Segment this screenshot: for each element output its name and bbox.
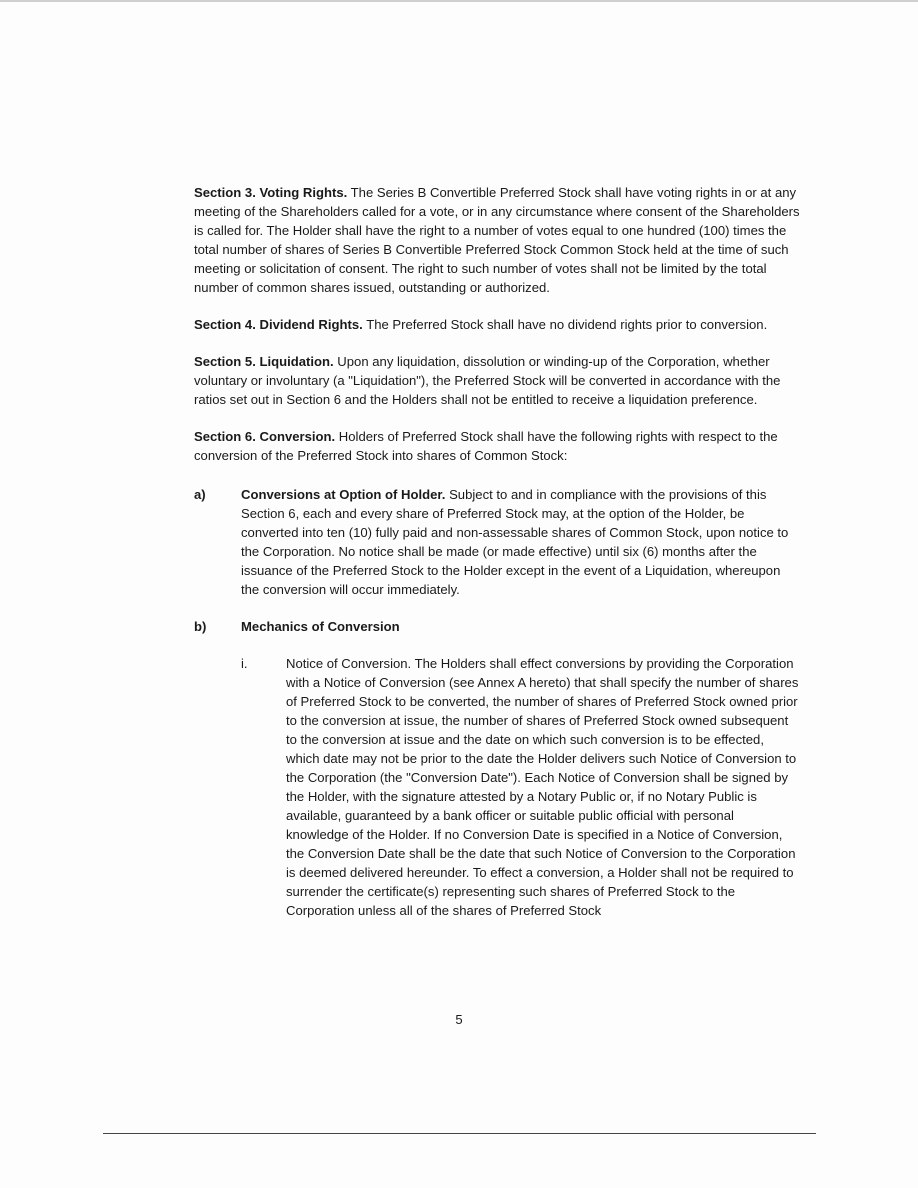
section-3-text: The Series B Convertible Preferred Stock shall have voting rights in or at any meeting of the Shareholders called for a vote, or in any circumstance where consent of the Shareholders is called for. The Holder shall have the right to a number of votes equal to one hundred (100) times the total number of shares of Series B Convertible Preferred Stock Common Stock held at the time of such meeting or solicitation of consent. The right to such number of votes shall not be limited by the total number of common shares issued, outstanding or authorized. — [194, 185, 800, 295]
section-4-dividend-rights — [194, 315, 800, 334]
page-number: 5 — [455, 1012, 463, 1027]
section-3-voting-rights — [194, 183, 800, 297]
sub-marker-i: i. — [241, 656, 248, 671]
section-6-heading: Section 6. Conversion. — [194, 429, 336, 444]
section-3-heading: Section 3. Voting Rights. — [194, 185, 348, 200]
section-5-text: Upon any liquidation, dissolution or winding-up of the Corporation, whether voluntary or involuntary (a "Liquidation"), the Preferred Stock will be converted in accordance with the ratios set out in Section 6 and the Holders shall not be entitled to receive a liquidation preference. — [194, 354, 781, 407]
sub-item-i-text: Notice of Conversion. The Holders shall effect conversions by providing the Corporation with a Notice of Conversion (see Annex A hereto) that shall specify the number of shares of Preferred Stock to be converted, the number of shares of Preferred Stock owned prior to the conversion at issue, the number of shares of Preferred Stock owned subsequent to the conversion at issue and the date on which such conversion is to be effected, which date may not be prior to the date the Holder delivers such Notice of Conversion to the Corporation (the "Conversion Date"). Each Notice of Conversion shall be signed by the Holder, with the signature attested by a Notary Public or, if no Notary Public is available, guaranteed by a bank officer or suitable public official with personal knowledge of the Holder. If no Conversion Date is specified in a Notice of Conversion, the Conversion Date shall be the date that such Notice of Conversion to the Corporation is deemed delivered hereunder. To effect a conversion, a Holder shall not be required to surrender the certificate(s) representing such shares of Preferred Stock to the Corporation unless all of the shares of Preferred Stock — [286, 656, 799, 918]
list-marker-a: a) — [194, 487, 206, 502]
list-item-b — [194, 617, 800, 636]
item-a-heading: Conversions at Option of Holder. — [241, 487, 446, 502]
list-marker-b: b) — [194, 619, 207, 634]
section-5-liquidation — [194, 352, 800, 409]
item-a-text: Subject to and in compliance with the provisions of this Section 6, each and every share of Preferred Stock may, at the option of the Holder, be converted into ten (10) fully paid and non-assessable shares of Common Stock, upon notice to the Corporation. No notice shall be made (or made effective) until six (6) months after the issuance of the Preferred Stock to the Holder except in the event of a Liquidation, whereupon the conversion will occur immediately. — [241, 487, 789, 597]
top-edge-line — [0, 0, 918, 2]
section-6-conversion — [194, 427, 800, 465]
section-6-text: Holders of Preferred Stock shall have the following rights with respect to the conversion of the Preferred Stock into shares of Common Stock: — [194, 429, 778, 463]
list-item-a — [194, 485, 800, 599]
section-4-heading: Section 4. Dividend Rights. — [194, 317, 363, 332]
section-5-heading: Section 5. Liquidation. — [194, 354, 334, 369]
document-body — [194, 183, 800, 920]
sub-item-i — [194, 654, 800, 920]
footer-line — [103, 1133, 816, 1134]
section-4-text: The Preferred Stock shall have no dividend rights prior to conversion. — [362, 317, 768, 332]
item-b-heading: Mechanics of Conversion — [241, 619, 400, 634]
